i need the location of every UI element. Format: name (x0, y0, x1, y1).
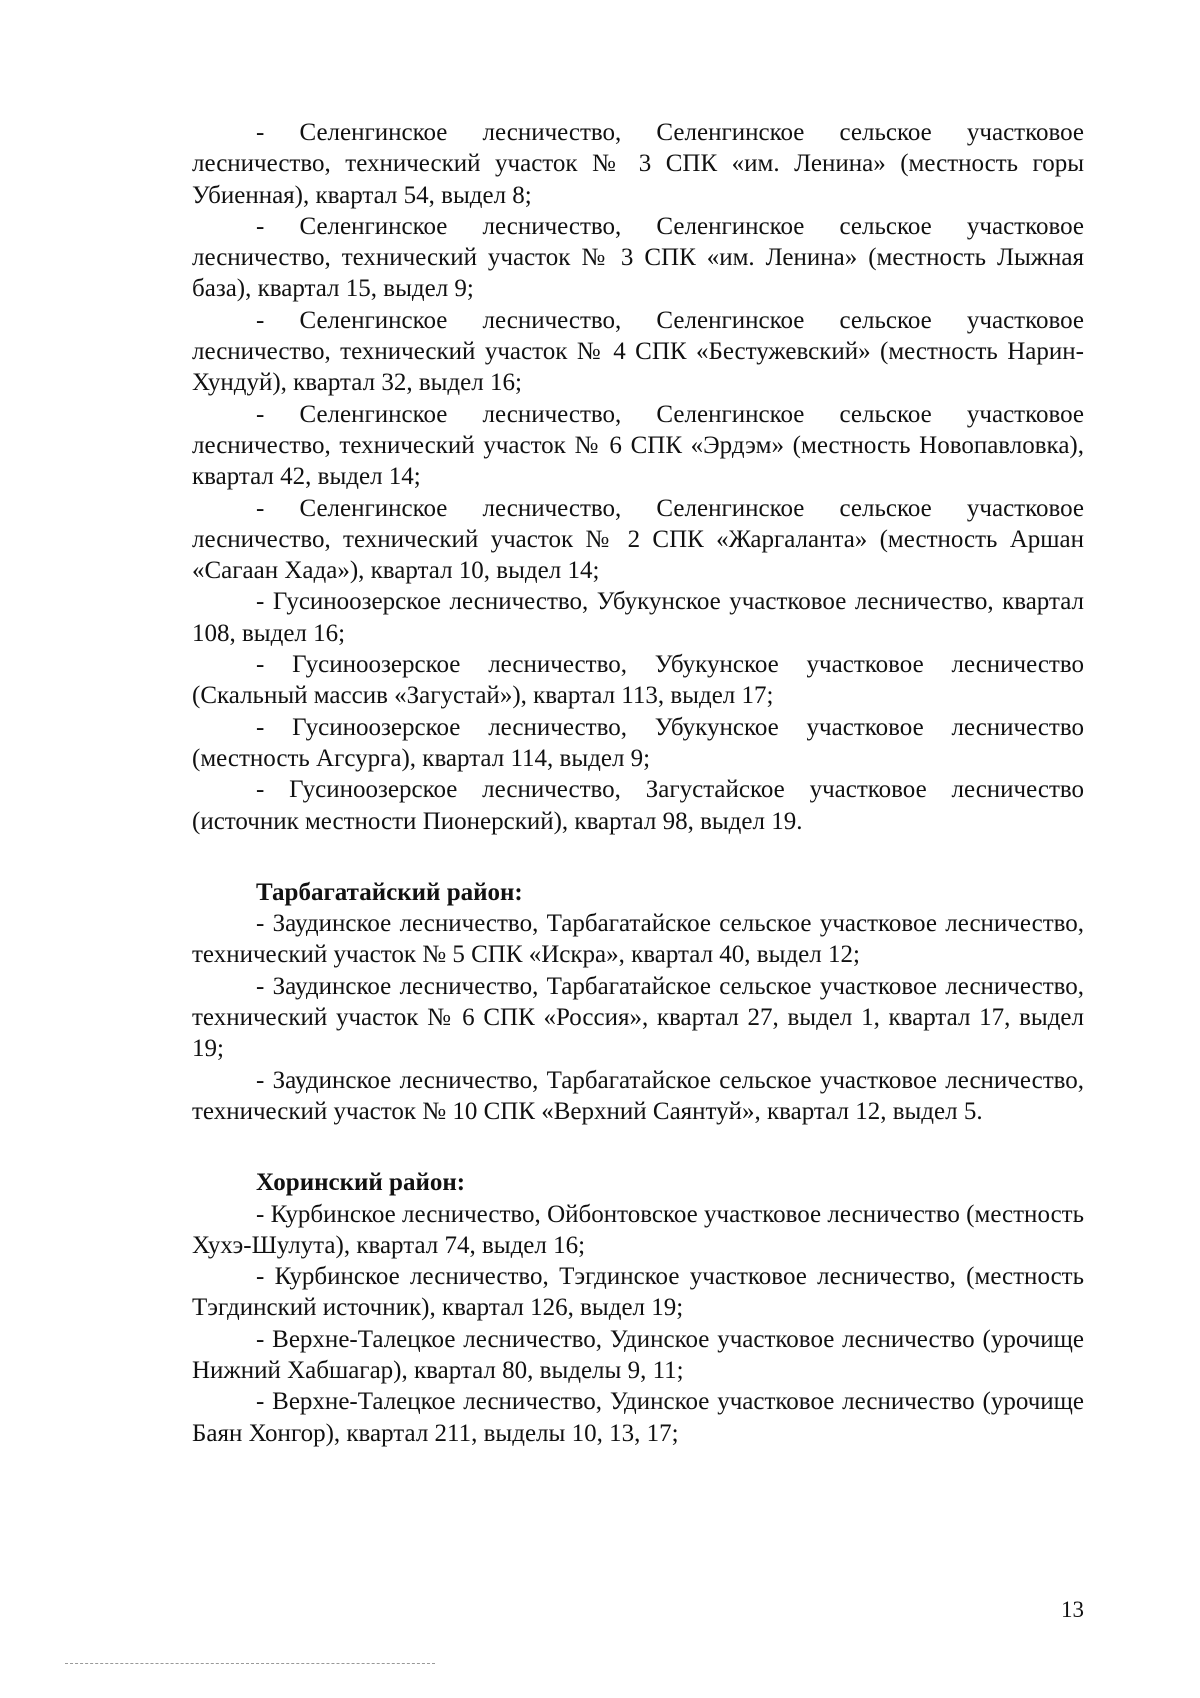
list-item: - Верхне-Талецкое лесничество, Удинское участковое лесничество (урочище Нижний Хабшагар), квартал 80, выделы 9, 11; (192, 1325, 1084, 1384)
page-number: 13 (1061, 1597, 1084, 1622)
list-item: - Селенгинское лесничество, Селенгинское сельское участковое лесничество, технический участок № 3 СПК «им. Ленина» (местность горы Убиенная), квартал 54, выдел 8; (192, 119, 1084, 209)
list-item: - Селенгинское лесничество, Селенгинское сельское участковое лесничество, технический участок № 6 СПК «Эрдэм» (местность Новопавловка), квартал 42, выдел 14; (192, 400, 1084, 491)
section-heading: Тарбагатайский район: (256, 878, 523, 906)
document-body (192, 117, 1084, 1449)
list-item: - Гусиноозерское лесничество, Убукунское участковое лесничество, квартал 108, выдел 16; (192, 588, 1084, 647)
list-item: - Курбинское лесничество, Тэгдинское участковое лесничество, (местность Тэгдинский источник), квартал 126, выдел 19; (192, 1263, 1084, 1322)
section-heading: Хоринский район: (256, 1169, 466, 1197)
section-selenginsky-gusinoozersk (192, 117, 1084, 837)
list-item: - Верхне-Талецкое лесничество, Удинское участковое лесничество (урочище Баян Хонгор), квартал 211, выделы 10, 13, 17; (192, 1388, 1084, 1447)
section-tarbagatai (192, 877, 1084, 1127)
list-item: - Гусиноозерское лесничество, Загустайское участковое лесничество (источник местности Пионерский), квартал 98, выдел 19. (192, 776, 1084, 835)
list-item: - Заудинское лесничество, Тарбагатайское сельское участковое лесничество, технический участок № 10 СПК «Верхний Саянтуй», квартал 12, выдел 5. (192, 1066, 1084, 1125)
list-item: - Гусиноозерское лесничество, Убукунское участковое лесничество (местность Агсурга), квартал 114, выдел 9; (192, 713, 1084, 772)
list-item: - Заудинское лесничество, Тарбагатайское сельское участковое лесничество, технический участок № 5 СПК «Искра», квартал 40, выдел 12; (192, 910, 1084, 969)
list-item: - Курбинское лесничество, Ойбонтовское участковое лесничество (местность Хухэ-Шулута), квартал 74, выдел 16; (192, 1200, 1084, 1259)
list-item: - Заудинское лесничество, Тарбагатайское сельское участковое лесничество, технический участок № 6 СПК «Россия», квартал 27, выдел 1, квартал 17, выдел 19; (192, 972, 1084, 1063)
list-item: - Селенгинское лесничество, Селенгинское сельское участковое лесничество, технический участок № 4 СПК «Бестужевский» (местность Нарин-Хундуй), квартал 32, выдел 16; (192, 306, 1084, 397)
footer-rule (65, 1663, 435, 1664)
list-item: - Селенгинское лесничество, Селенгинское сельское участковое лесничество, технический участок № 2 СПК «Жаргаланта» (местность Аршан «Сагаан Хада»), квартал 10, выдел 14; (192, 494, 1084, 585)
list-item: - Гусиноозерское лесничество, Убукунское участковое лесничество (Скальный массив «Загустай»), квартал 113, выдел 17; (192, 651, 1084, 710)
list-item: - Селенгинское лесничество, Селенгинское сельское участковое лесничество, технический участок № 3 СПК «им. Ленина» (местность Лыжная база), квартал 15, выдел 9; (192, 212, 1084, 303)
section-khorinsk (192, 1167, 1084, 1449)
